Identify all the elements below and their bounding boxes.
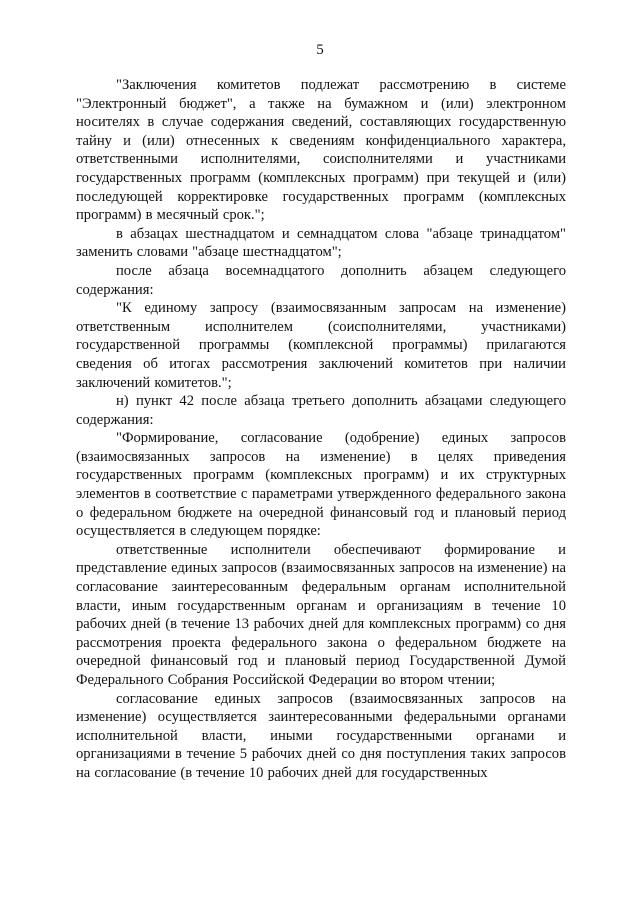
paragraph-replace-words: в абзацах шестнадцатом и семнадцатом слова "абзаце тринадцатом" заменить словами "абзаце шестнадцатом"; <box>76 225 566 261</box>
paragraph-formation-procedure: "Формирование, согласование (одобрение) единых запросов (взаимосвязанных запросов на изменение) в целях приведения государственных программ (комплексных программ) и их структурных элементов в соответствие с параметрами утвержденного федерального закона о федеральном бюджете на очередной финансовый год и плановый период осуществляется в следующем порядке: <box>76 430 566 540</box>
paragraph-committee-conclusions: "Заключения комитетов подлежат рассмотрению в системе "Электронный бюджет", а также на бумажном и (или) электронном носителях в случае содержания сведений, составляющих государственную тайну и (или) отнесенных к сведениям конфиденциального характера, ответственными исполнителями, соисполнителями и участниками государственных программ (комплексных программ) при текущей и (или) последующей корректировке государственных программ (комплексных программ) в месячный срок."; <box>76 77 566 224</box>
paragraph-responsible-executors: ответственные исполнители обеспечивают формирование и представление единых запросов (взаимосвязанных запросов на изменение) на согласование заинтересованным федеральным органам исполнительной власти, иным государственным органам и организациям в течение 10 рабочих дней (в течение 13 рабочих дней для комплексных программ) со дня рассмотрения проекта федерального закона о федеральном бюджете на очередной финансовый год и плановый период Государственной Думой Федерального Собрания Российской Федерации во втором чтении; <box>76 541 566 688</box>
document-body <box>76 76 566 783</box>
paragraph-single-request: "К единому запросу (взаимосвязанным запросам на изменение) ответственным исполнителем (соисполнителями, участниками) государственной программы (комплексной программы) прилагаются сведения об итогах рассмотрения заключений комитетов при наличии заключений комитетов."; <box>76 300 566 391</box>
paragraph-approval-of-requests: согласование единых запросов (взаимосвязанных запросов на изменение) осуществляется заинтересованными федеральными органами исполнительной власти, иными государственными органами и организациями в течение 5 рабочих дней со дня поступления таких запросов на согласование (в течение 10 рабочих дней для государственных <box>76 690 566 781</box>
paragraph-add-after-18: после абзаца восемнадцатого дополнить абзацем следующего содержания: <box>76 262 566 298</box>
page-number: 5 <box>316 42 324 58</box>
paragraph-item-n: н) пункт 42 после абзаца третьего дополнить абзацами следующего содержания: <box>76 393 566 428</box>
